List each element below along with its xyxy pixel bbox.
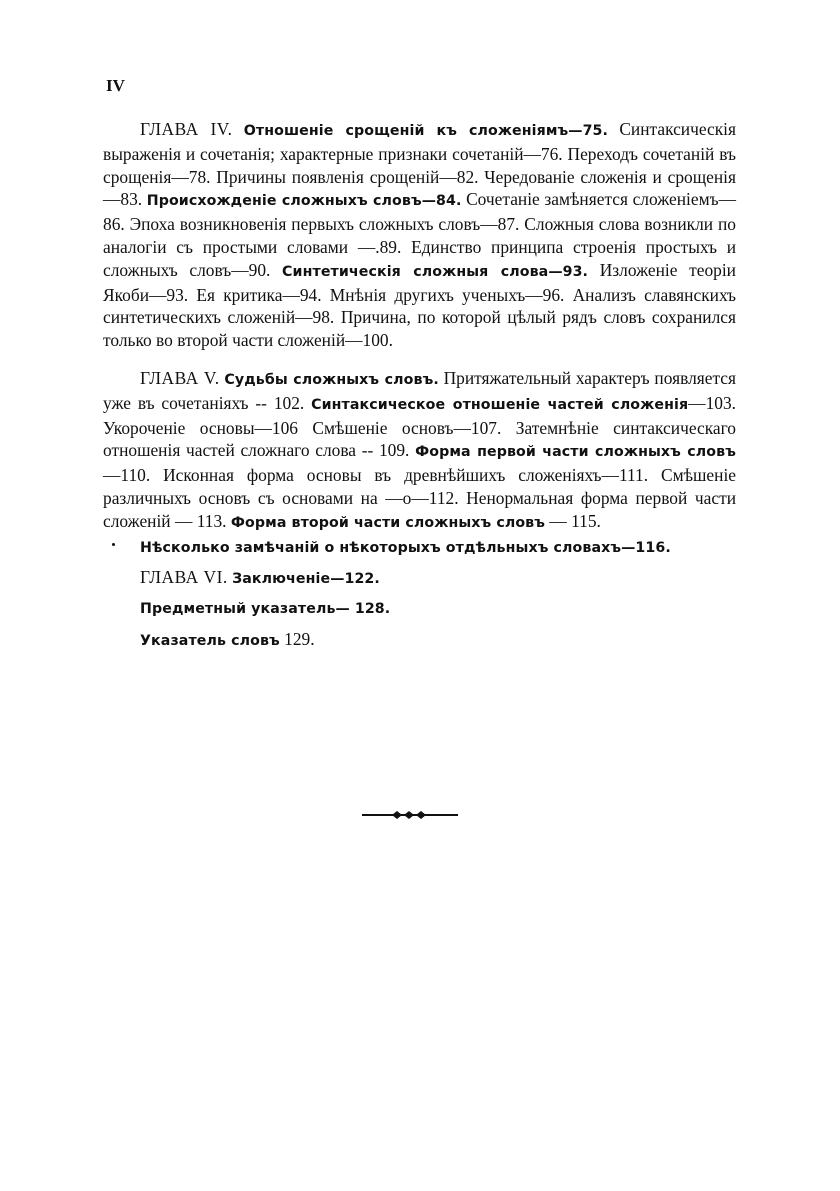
subject-index-entry bbox=[140, 596, 740, 621]
chapter-6-entry bbox=[140, 566, 740, 591]
word-index-entry bbox=[140, 628, 740, 653]
chapter-4-bold-1: Отношеніе срощеній къ сложеніямъ—75. bbox=[243, 123, 609, 139]
word-index-label: Указатель словъ bbox=[140, 633, 280, 649]
chapter-5-bold-3: Форма первой части сложныхъ словъ bbox=[415, 444, 736, 461]
chapter-5-label: ГЛАВА V. bbox=[140, 368, 220, 388]
chapter-5-text-2: —103. Укороченіе основы—106 Смѣшеніе основъ—107. Затемнѣніе синтаксическаго отношенія частей сложнаго слова -- 109. bbox=[103, 392, 736, 461]
chapter-5-bold-4: Форма второй части сложныхъ словъ bbox=[230, 514, 546, 531]
chapter-4-text-2: Сочетаніе замѣняется сложеніемъ—86. Эпоха возникновенія первыхъ сложныхъ словъ—87. Сложныя слова возникли по аналогіи съ простыми словами —.89. Единство принципа строенія простыхъ и сложныхъ словъ—90. bbox=[103, 189, 736, 280]
chapter-5-text-3: —110. Исконная форма основы въ древнѣйшихъ сложеніяхъ—111. Смѣшеніе различныхъ основъ съ основами на —о—112. Ненормальная форма первой части сложеній — 113. bbox=[103, 465, 736, 531]
end-ornament bbox=[362, 808, 458, 822]
ornament-diamond-3 bbox=[416, 811, 426, 819]
chapter-4-bold-2: Происхожденіе сложныхъ словъ—84. bbox=[146, 193, 462, 210]
chapter-4-bold-3: Синтетическія сложныя слова—93. bbox=[282, 263, 589, 280]
chapter-4-text-3: Изложеніе теоріи Якоби—93. Ея критика—94. Мнѣнія другихъ ученыхъ—96. Анализъ славянскихъ синтетическихъ сложеній—98. Причина, по которой цѣлый рядъ словъ сохранился только во второй части сложеній—100. bbox=[103, 259, 736, 351]
ornament-diamond-2 bbox=[404, 811, 414, 819]
chapter-4-paragraph bbox=[103, 118, 736, 352]
chapter-5-text-1: Притяжательный характеръ появляется уже въ сочетаніяхъ -- 102. bbox=[103, 368, 737, 413]
ornament-diamond-1 bbox=[392, 811, 402, 819]
chapter-4-text-1: Синтаксическія выраженія и сочетанія; характерные признаки сочетаній—76. Переходъ сочетаній въ срощенія—78. Причины появленія срощеній—82. Чередованіе сложенія и срощенія—83. bbox=[103, 119, 737, 210]
chapter-6-text: Заключеніе—122. bbox=[232, 571, 380, 587]
subject-index-text: Предметный указатель— 128. bbox=[140, 601, 391, 617]
chapter-5-paragraph bbox=[103, 367, 736, 535]
margin-dot bbox=[112, 543, 115, 546]
chapter-5-bold-1: Судьбы сложныхъ словъ. bbox=[224, 372, 439, 388]
page-number: IV bbox=[106, 76, 125, 95]
chapter-5-text-4: — 115. bbox=[545, 510, 601, 531]
chapter-5-bold-2: Синтаксическое отношеніе частей сложенія bbox=[311, 396, 689, 413]
chapter-6-label: ГЛАВА VI. bbox=[140, 567, 228, 587]
notes-text: Нѣсколько замѣчаній о нѣкоторыхъ отдѣльныхъ словахъ—116. bbox=[140, 540, 671, 556]
chapter-4-label: ГЛАВА IV. bbox=[140, 119, 233, 139]
notes-entry bbox=[140, 535, 740, 560]
word-index-page: 129. bbox=[279, 629, 315, 649]
